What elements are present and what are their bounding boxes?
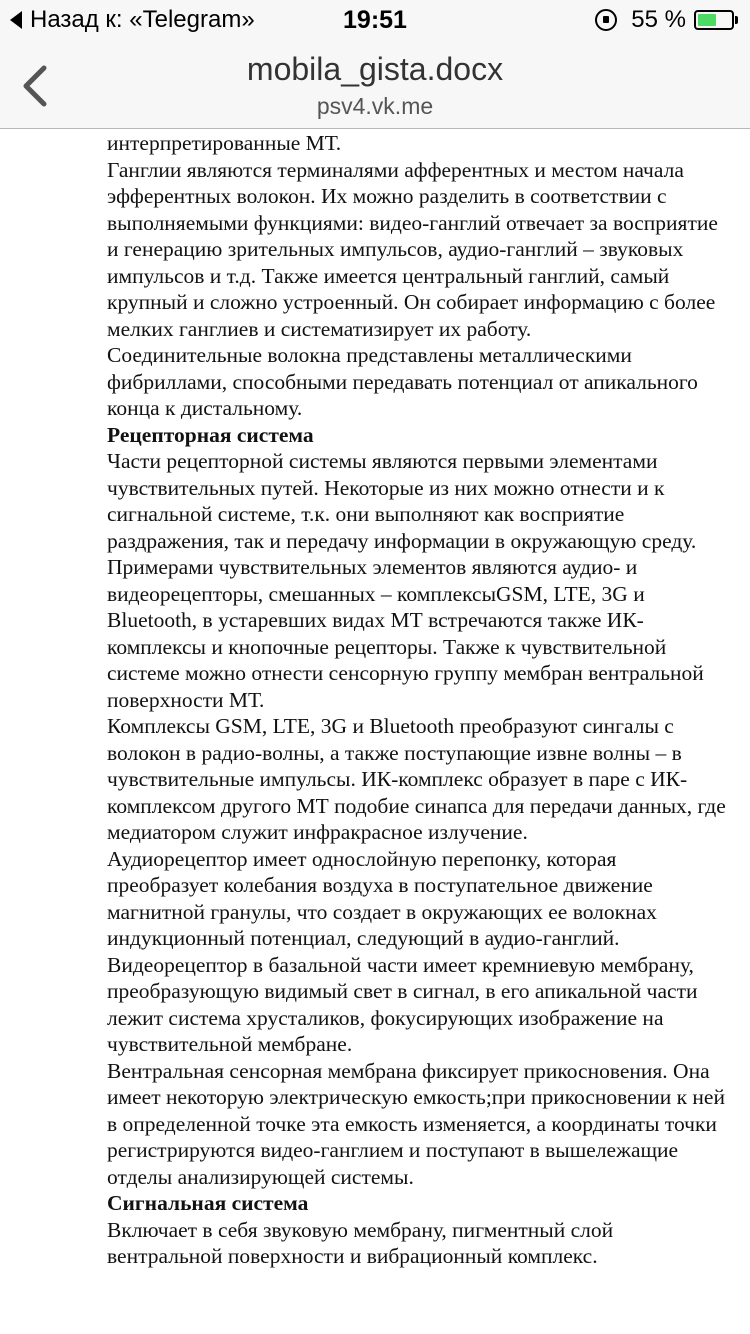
return-to-app-label: Назад к: «Telegram» xyxy=(30,6,255,33)
battery-percent: 55 % xyxy=(631,6,686,33)
document-source: psv4.vk.me xyxy=(316,93,434,119)
document-title: mobila_gista.docx xyxy=(246,51,504,87)
paragraph: Комплексы GSM, LTE, 3G и Bluetooth преобразуют сингалы с волокон в радио-волны, а также поступающие извне волны – в чувствительные импульсы. ИК-комплекс образует в паре с ИК-комплексом другого МТ подобие синапса для передачи данных, где медиатором служит инфракрасное излучение. xyxy=(107,714,726,844)
nav-bar xyxy=(0,40,750,129)
paragraph: Вентральная сенсорная мембрана фиксирует прикосновения. Она имеет некоторую электрическую емкость;при прикосновении к ней в определенной точке эта емкость изменяется, а координаты точки регистрируются видео-ганглием и поступают в вышележащие отделы анализирующей системы. xyxy=(107,1058,725,1189)
paragraph: Включает в себя звуковую мембрану, пигментный слой вентральной поверхности и вибрационный комплекс. xyxy=(107,1217,614,1268)
paragraph: Аудиорецептор имеет однослойную перепонку, которая преобразует колебания воздуха в поступательное движение магнитной гранулы, что создает в окружающих ее волокнах индукционный потенциал, следующий в аудио-ганглий. xyxy=(107,846,657,950)
orientation-lock-icon xyxy=(595,9,617,31)
battery-icon xyxy=(694,10,734,30)
section-heading: Сигнальная система xyxy=(107,1191,309,1215)
status-bar xyxy=(0,0,750,40)
paragraph: Части рецепторной системы являются первыми элементами чувствительных путей. Некоторые из них можно отнести и к сигнальной системе, т.к. они выполняют как восприятие раздражения, так и передачу информации в окружающую среду. Примерами чувствительных элементов являются аудио- и видеорецепторы, смешанных – комплексыGSM, LTE, 3G и Bluetooth, в устаревших видах МТ встречаются также ИК-комплексы и кнопочные рецепторы. Также к чувствительной системе можно отнести сенсорную группу мембран вентральной поверхности МТ. xyxy=(107,449,704,712)
status-indicators xyxy=(595,6,738,34)
paragraph: Видеорецептор в базальной части имеет кремниевую мембрану, преобразующую видимый свет в сигнал, в его апикальной части лежит система хрусталиков, фокусирующих изображение на чувствительной мембране. xyxy=(107,952,698,1056)
battery-level xyxy=(698,14,716,26)
document-body xyxy=(107,130,727,1270)
paragraph: интерпретированные МТ. xyxy=(107,131,342,155)
paragraph: Соединительные волокна представлены металлическими фибриллами, способными передавать потенциал от апикального конца к дистальному. xyxy=(107,343,698,420)
section-heading: Рецепторная система xyxy=(107,422,314,447)
clock: 19:51 xyxy=(343,6,407,34)
document-viewer[interactable] xyxy=(0,129,750,1334)
battery-tip xyxy=(735,16,738,24)
paragraph: Ганглии являются терминалями афферентных и местом начала эфферентных волокон. Их можно разделить в соответствии с выполняемыми функциями: видео-ганглий отвечает за восприятие и генерацию зрительных импульсов, аудио-ганглий – звуковых импульсов и т.д. Также имеется центральный ганглий, самый крупный и сложно устроенный. Он собирает информацию с более мелких ганглиев и систематизирует их работу. xyxy=(107,157,718,341)
